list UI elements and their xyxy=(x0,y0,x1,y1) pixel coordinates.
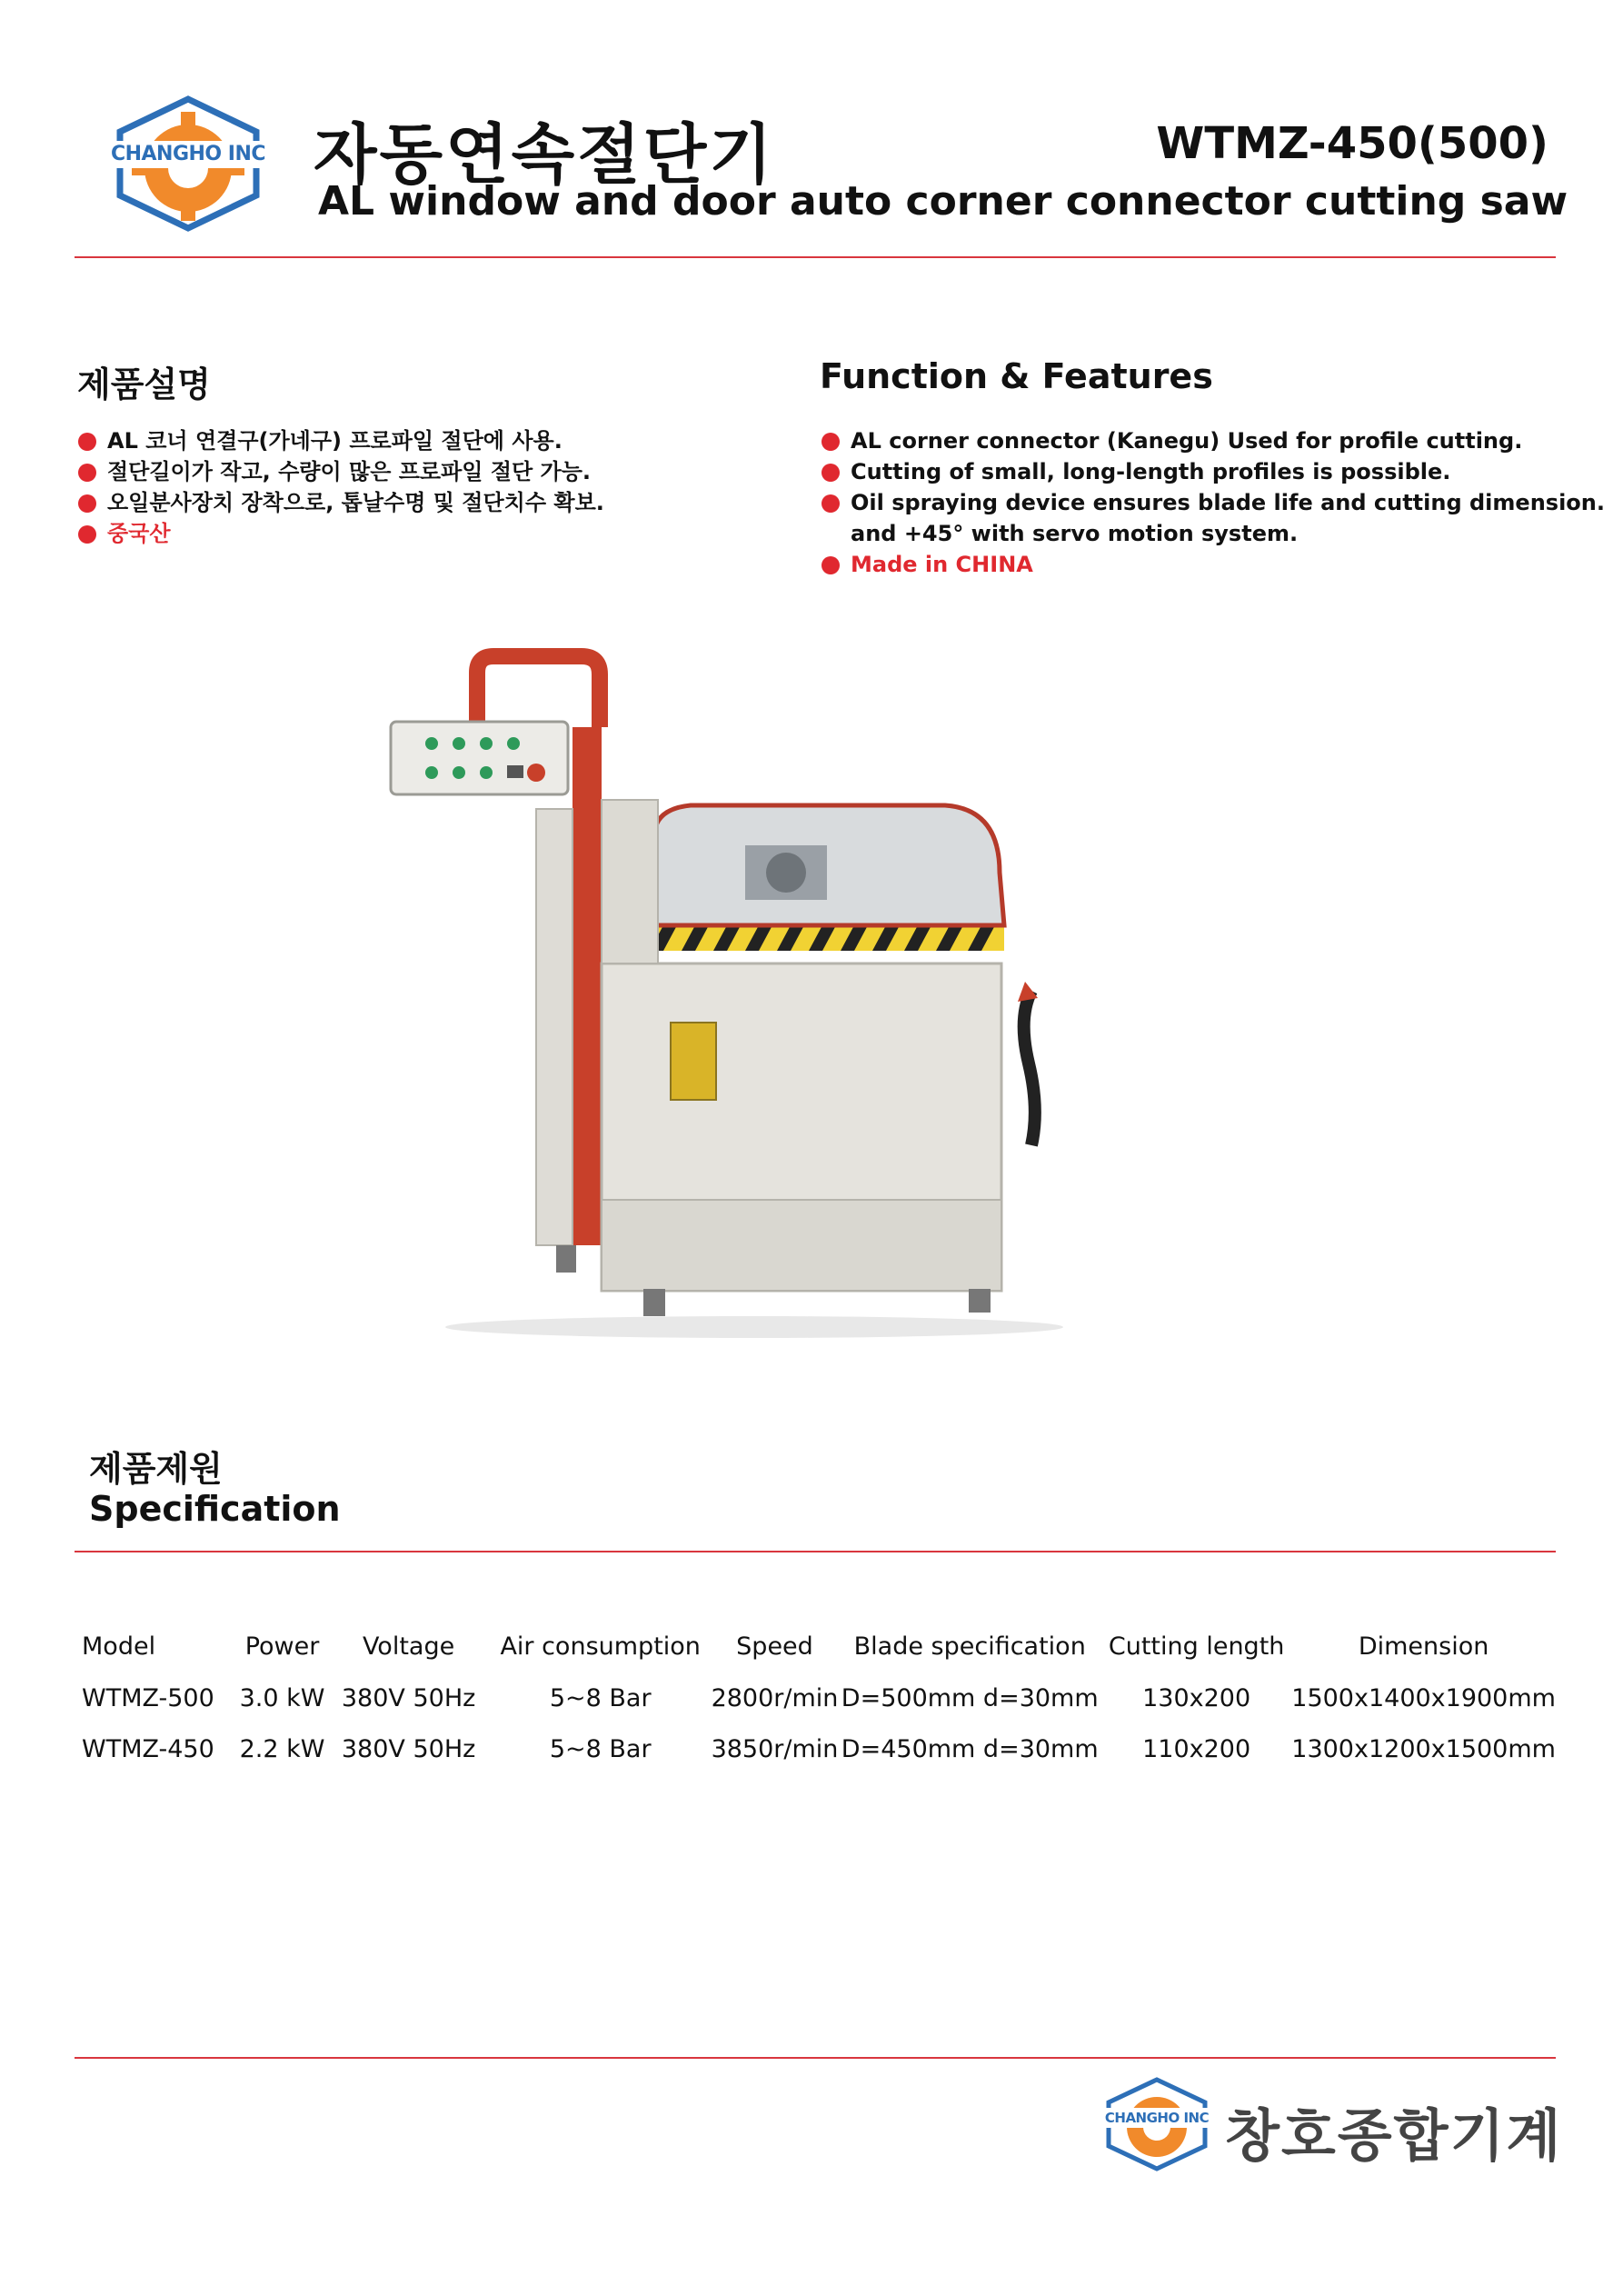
table-cell: WTMZ-500 xyxy=(82,1683,214,1712)
list-item: AL 코너 연결구(가네구) 프로파일 절단에 사용. xyxy=(78,425,604,456)
spec-divider xyxy=(75,1551,1556,1552)
header-divider xyxy=(75,256,1556,258)
column-header: Model xyxy=(82,1632,156,1661)
column-header: Power xyxy=(244,1632,320,1661)
table-cell: D=450mm d=30mm xyxy=(841,1734,1099,1763)
list-item-origin: Made in CHINA xyxy=(821,549,1605,580)
column-header: Cutting length xyxy=(1108,1632,1285,1661)
table-cell: 3850r/min xyxy=(711,1734,839,1763)
list-item: 절단길이가 작고, 수량이 많은 프로파일 절단 가능. xyxy=(78,456,604,487)
table-row xyxy=(82,1672,1556,1723)
table-cell: 2.2 kW xyxy=(239,1734,325,1763)
table-cell: 380V 50Hz xyxy=(341,1734,476,1763)
page-title-english: AL window and door auto corner connector cutting saw xyxy=(318,178,1568,225)
column-header: Dimension xyxy=(1358,1632,1489,1661)
spec-header-row xyxy=(82,1620,1556,1672)
column-header: Blade specification xyxy=(853,1632,1086,1661)
column-header: Voltage xyxy=(362,1632,455,1661)
list-item: Cutting of small, long-length profiles is possible. xyxy=(821,456,1605,487)
table-cell: 110x200 xyxy=(1142,1734,1251,1763)
footer-logo xyxy=(1098,2077,1216,2171)
description-ko-list xyxy=(78,425,604,549)
footer-logo-text: CHANGHO INC xyxy=(1104,2110,1210,2126)
column-header: Air consumption xyxy=(500,1632,701,1661)
footer-company-name: 창호종합기계 xyxy=(1225,2102,1563,2169)
list-item: 오일분사장치 장착으로, 톱날수명 및 절단치수 확보. xyxy=(78,487,604,518)
description-ko-heading: 제품설명 xyxy=(77,364,211,404)
spec-table xyxy=(82,1620,1556,1774)
list-item-origin: 중국산 xyxy=(78,518,604,549)
header-logo xyxy=(102,95,274,232)
header-logo-text: CHANGHO INC xyxy=(110,143,266,165)
table-cell: WTMZ-450 xyxy=(82,1734,214,1763)
table-cell: 5~8 Bar xyxy=(549,1683,652,1712)
table-cell: 130x200 xyxy=(1142,1683,1251,1712)
product-image xyxy=(363,636,1145,1345)
table-cell: 1300x1200x1500mm xyxy=(1291,1734,1556,1763)
cutting-saw-machine-illustration xyxy=(363,636,1145,1345)
table-cell: 2800r/min xyxy=(711,1683,839,1712)
description-en-list xyxy=(821,425,1605,580)
list-item: AL corner connector (Kanegu) Used for profile cutting. xyxy=(821,425,1605,456)
column-header: Speed xyxy=(736,1632,813,1661)
footer-divider xyxy=(75,2057,1556,2059)
list-item-text: Oil spraying device ensures blade life and cutting dimension. xyxy=(851,490,1605,515)
table-cell: 1500x1400x1900mm xyxy=(1291,1683,1556,1712)
description-en-heading: Function & Features xyxy=(820,356,1213,396)
table-cell: 3.0 kW xyxy=(239,1683,325,1712)
table-cell: D=500mm d=30mm xyxy=(841,1683,1099,1712)
list-item-continuation: and +45° with servo motion system. xyxy=(851,521,1299,546)
list-item xyxy=(821,487,1605,549)
spec-heading-english: Specification xyxy=(89,1489,341,1529)
table-cell: 380V 50Hz xyxy=(341,1683,476,1712)
model-code: WTMZ-450(500) xyxy=(1156,118,1548,169)
spec-heading-korean: 제품제원 xyxy=(89,1449,223,1489)
page-title-korean: 자동연속절단기 xyxy=(314,116,775,193)
table-cell: 5~8 Bar xyxy=(549,1734,652,1763)
table-row xyxy=(82,1723,1556,1774)
